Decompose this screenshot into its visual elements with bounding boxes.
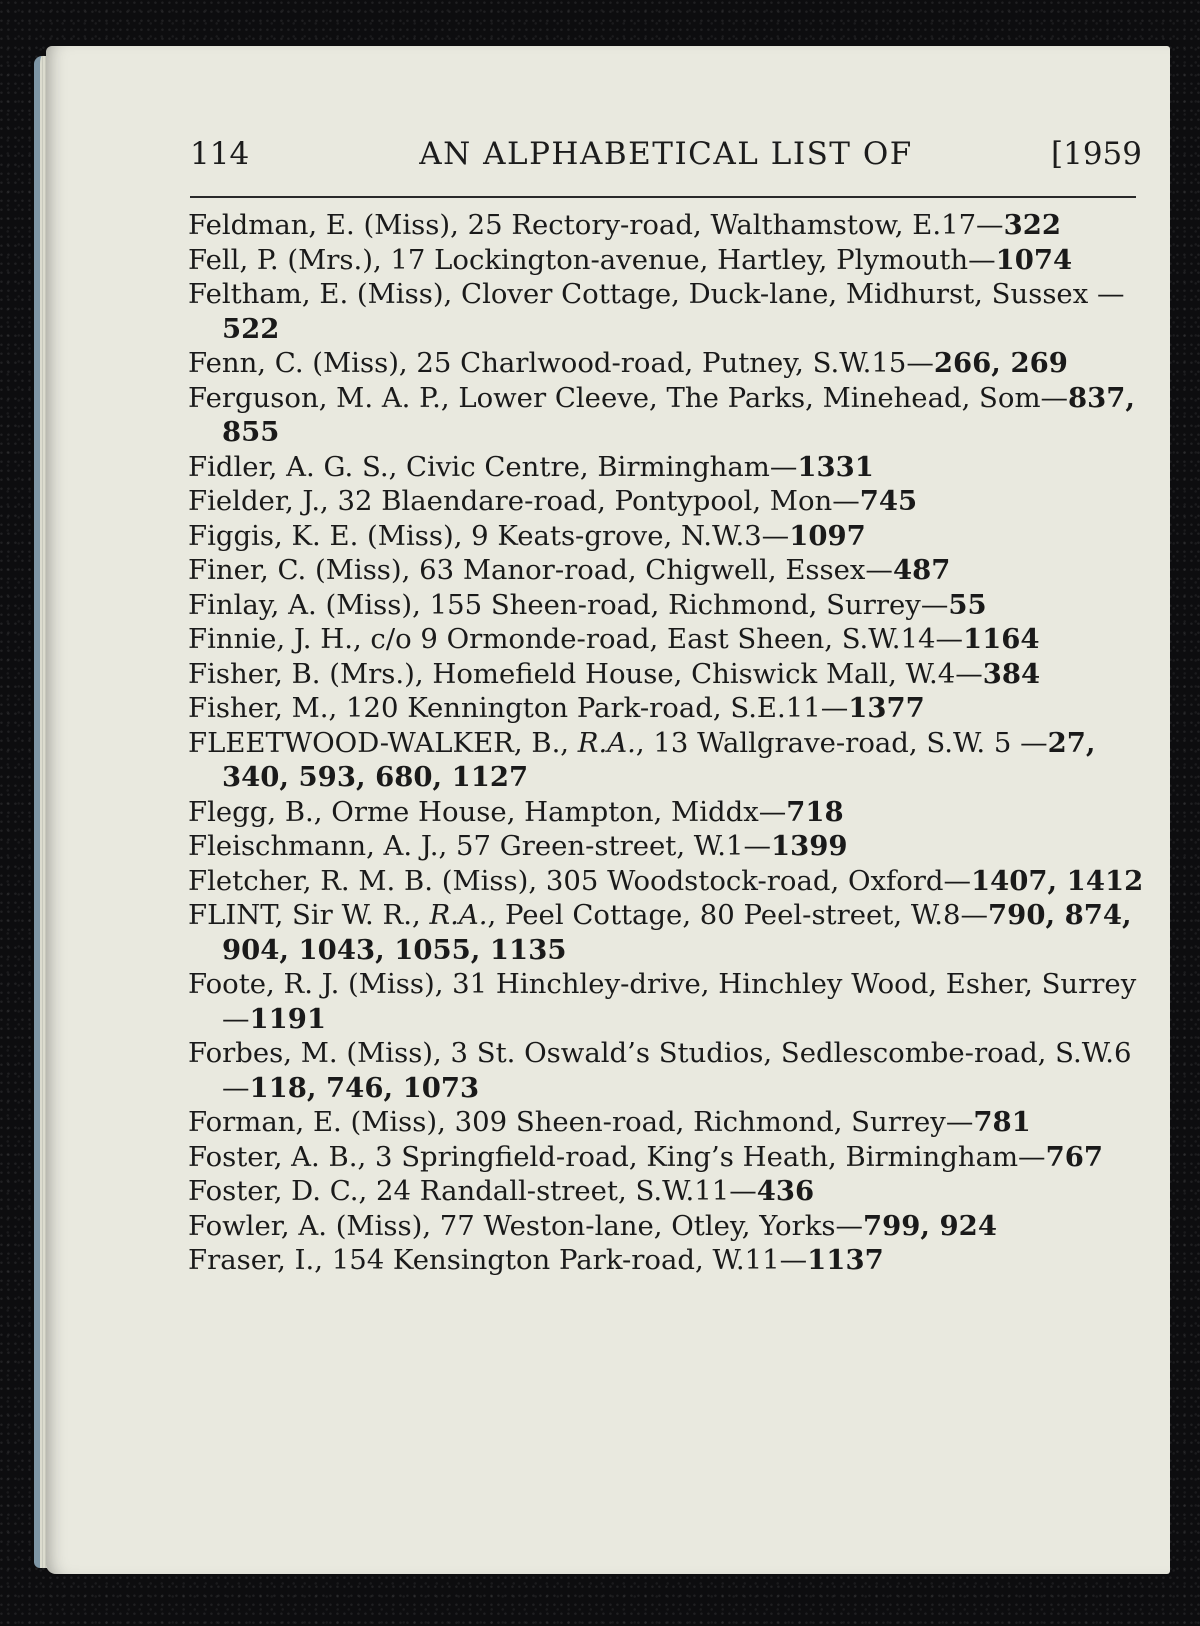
honours-abbrev: R.A. [429, 899, 488, 931]
page-number: 114 [190, 136, 250, 172]
year-marker: [1959 [1051, 136, 1142, 172]
catalogue-numbers: 1377 [848, 692, 925, 724]
list-entry: Fell, P. (Mrs.), 17 Lockington-avenue, Hartley, Plymouth—1074 [188, 243, 1073, 276]
catalogue-numbers: 27, 340, 593, 680, 1127 [222, 726, 1096, 793]
catalogue-numbers: 522 [222, 312, 280, 345]
catalogue-numbers: 1191 [249, 1002, 327, 1035]
list-entry: Fraser, I., 154 Kensington Park-road, W.11—1137 [188, 1244, 884, 1276]
catalogue-numbers: 718 [786, 795, 844, 828]
list-entry: Fisher, B. (Mrs.), Homefield House, Chiswick Mall, W.4—384 [188, 657, 1041, 690]
list-entry: Fisher, M., 120 Kennington Park-road, S.E.11—1377 [188, 692, 925, 724]
catalogue-numbers: 1407, 1412 [971, 864, 1144, 897]
list-entry: Flegg, B., Orme House, Hampton, Middx—718 [188, 795, 844, 828]
list-entry: Finnie, J. H., c/o 9 Ormonde-road, East Sheen, S.W.14—1164 [188, 623, 1040, 655]
honours-abbrev: R.A. [577, 726, 636, 759]
catalogue-numbers: 1074 [995, 243, 1073, 276]
catalogue-numbers: 266, 269 [933, 347, 1068, 379]
list-entry: Feltham, E. (Miss), Clover Cottage, Duck-lane, Midhurst, Sussex —522 [188, 278, 1125, 345]
catalogue-numbers: 487 [892, 554, 951, 586]
list-entry: Foster, D. C., 24 Randall-street, S.W.11—436 [188, 1175, 815, 1207]
catalogue-numbers: 837, 855 [222, 381, 1136, 448]
list-entry: Fletcher, R. M. B. (Miss), 305 Woodstock-road, Oxford—1407, 1412 [188, 864, 1144, 897]
catalogue-numbers: 790, 874, 904, 1043, 1055, 1135 [222, 899, 1132, 966]
list-entry: Fowler, A. (Miss), 77 Weston-lane, Otley, Yorks—799, 924 [188, 1209, 997, 1242]
list-entry: Forman, E. (Miss), 309 Sheen-road, Richmond, Surrey—781 [188, 1106, 1031, 1138]
list-entry: Ferguson, M. A. P., Lower Cleeve, The Parks, Minehead, Som—837, 855 [188, 381, 1136, 448]
list-entry: Figgis, K. E. (Miss), 9 Keats-grove, N.W.3—1097 [188, 519, 866, 552]
list-entry: Fidler, A. G. S., Civic Centre, Birmingham—1331 [188, 450, 874, 483]
page-header [190, 136, 1142, 182]
catalogue-numbers: 118, 746, 1073 [249, 1071, 480, 1104]
catalogue-numbers: 767 [1045, 1140, 1103, 1173]
list-entry: Fenn, C. (Miss), 25 Charlwood-road, Putney, S.W.15—266, 269 [188, 347, 1068, 379]
header-rule [190, 196, 1136, 198]
catalogue-numbers: 1097 [789, 519, 866, 552]
list-entry: FLEETWOOD-WALKER, B., R.A., 13 Wallgrave-road, S.W. 5 —27, 340, 593, 680, 1127 [188, 726, 1096, 793]
list-entry: Fielder, J., 32 Blaendare-road, Pontypool, Mon—745 [188, 485, 918, 517]
list-entry: Forbes, M. (Miss), 3 St. Oswald’s Studios, Sedlescombe-road, S.W.6—118, 746, 1073 [188, 1037, 1132, 1104]
catalogue-numbers: 1164 [962, 623, 1040, 655]
list-entry: Foote, R. J. (Miss), 31 Hinchley-drive, Hinchley Wood, Esher, Surrey—1191 [188, 968, 1137, 1035]
list-entry: Fleischmann, A. J., 57 Green-street, W.1—1399 [188, 830, 848, 862]
catalogue-numbers: 55 [948, 588, 987, 621]
list-entry: FLINT, Sir W. R., R.A., Peel Cottage, 80 Peel-street, W.8—790, 874, 904, 1043, 1055, 1135 [188, 899, 1132, 966]
catalogue-numbers: 799, 924 [863, 1209, 997, 1242]
list-entry: Finer, C. (Miss), 63 Manor-road, Chigwell, Essex—487 [188, 554, 951, 586]
list-entry: Feldman, E. (Miss), 25 Rectory-road, Walthamstow, E.17—322 [188, 209, 1061, 241]
catalogue-numbers: 384 [982, 657, 1041, 690]
catalogue-numbers: 745 [859, 485, 918, 517]
catalogue-numbers: 322 [1003, 209, 1061, 241]
catalogue-numbers: 1399 [771, 830, 848, 862]
catalogue-numbers: 436 [756, 1175, 815, 1207]
catalogue-numbers: 1137 [807, 1244, 884, 1276]
catalogue-numbers: 781 [973, 1106, 1031, 1138]
catalogue-numbers: 1331 [797, 450, 874, 483]
running-title: AN ALPHABETICAL LIST OF [419, 136, 913, 172]
entry-list [188, 208, 1146, 1278]
list-entry: Finlay, A. (Miss), 155 Sheen-road, Richmond, Surrey—55 [188, 588, 987, 621]
list-entry: Foster, A. B., 3 Springfield-road, King’s Heath, Birmingham—767 [188, 1140, 1103, 1173]
